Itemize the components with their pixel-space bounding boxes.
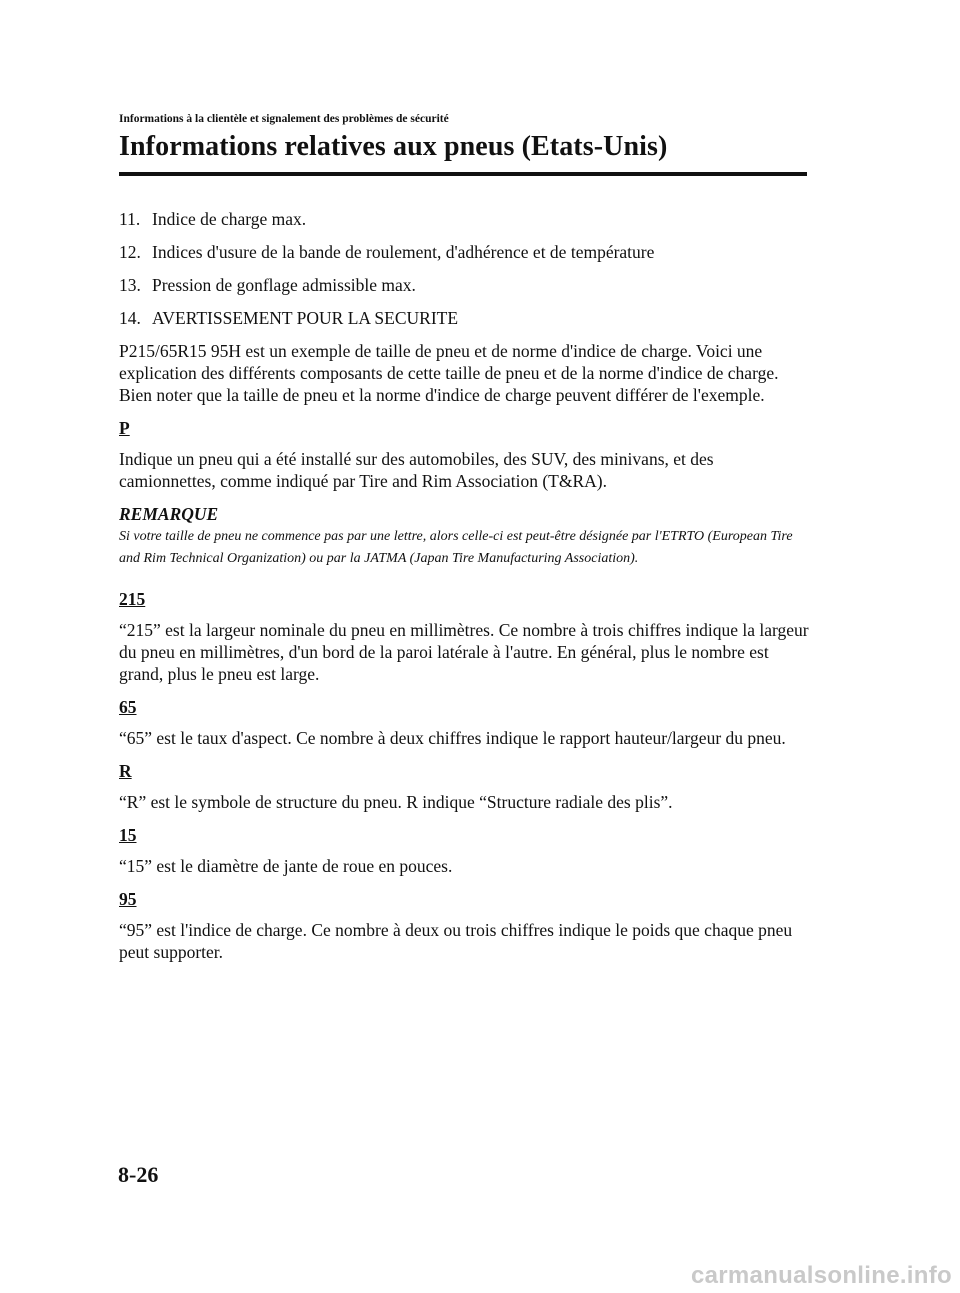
term-description-65: “65” est le taux d'aspect. Ce nombre à deux chiffres indique le rapport hauteur/largeur du pneu. [119,728,786,748]
term-description-95: “95” est l'indice de charge. Ce nombre à deux ou trois chiffres indique le poids que chaque pneu peut supporter. [119,920,793,962]
term-description-15: “15” est le diamètre de jante de roue en pouces. [119,856,453,876]
term-description-r: “R” est le symbole de structure du pneu. R indique “Structure radiale des plis”. [119,792,673,812]
page-content [119,208,809,974]
term-heading-r: R [119,761,132,781]
term-heading-65: 65 [119,697,137,717]
term-heading-95: 95 [119,889,137,909]
list-item-number: 13. [119,275,141,295]
chapter-title: Informations relatives aux pneus (Etats-Unis) [119,131,668,162]
list-item [119,274,809,296]
title-divider [119,172,807,176]
list-item-number: 12. [119,242,141,262]
term-description-p: Indique un pneu qui a été installé sur des automobiles, des SUV, des minivans, et des camionnettes, comme indiqué par Tire and Rim Association (T&RA). [119,449,714,491]
list-item [119,307,809,329]
section-label: Informations à la clientèle et signalement des problèmes de sécurité [119,113,449,125]
list-item [119,241,809,263]
list-item-text: Pression de gonflage admissible max. [152,275,416,295]
list-item-text: Indice de charge max. [152,209,307,229]
note-text: Si votre taille de pneu ne commence pas par une lettre, alors celle-ci est peut-être désignée par l'ETRTO (European Tire and Rim Technical Organization) ou par la JATMA (Japan Tire Manufacturing Association). [119,529,793,566]
term-heading-15: 15 [119,825,137,845]
note-heading: REMARQUE [119,504,219,524]
list-item-text: Indices d'usure de la bande de roulement, d'adhérence et de température [152,242,655,262]
watermark: carmanualsonline.info [690,1262,952,1289]
list-item-number: 14. [119,308,141,328]
list-item-number: 11. [119,209,141,229]
list-item [119,208,809,230]
term-description-215: “215” est la largeur nominale du pneu en millimètres. Ce nombre à trois chiffres indique la largeur du pneu en millimètres, d'un bord de la paroi latérale à l'autre. En général, plus le nombre est grand, plus le pneu est large. [119,620,809,684]
term-heading-p: P [119,418,130,438]
intro-paragraph: P215/65R15 95H est un exemple de taille de pneu et de norme d'indice de charge. Voici une explication des différents composants de cette taille de pneu et de la norme d'indice de charge. Bien noter que la taille de pneu et la norme d'indice de charge peuvent différer de l'exemple. [119,341,779,405]
list-item-text: AVERTISSEMENT POUR LA SECURITE [152,308,459,328]
page-number: 8-26 [118,1162,159,1187]
term-heading-215: 215 [119,589,146,609]
